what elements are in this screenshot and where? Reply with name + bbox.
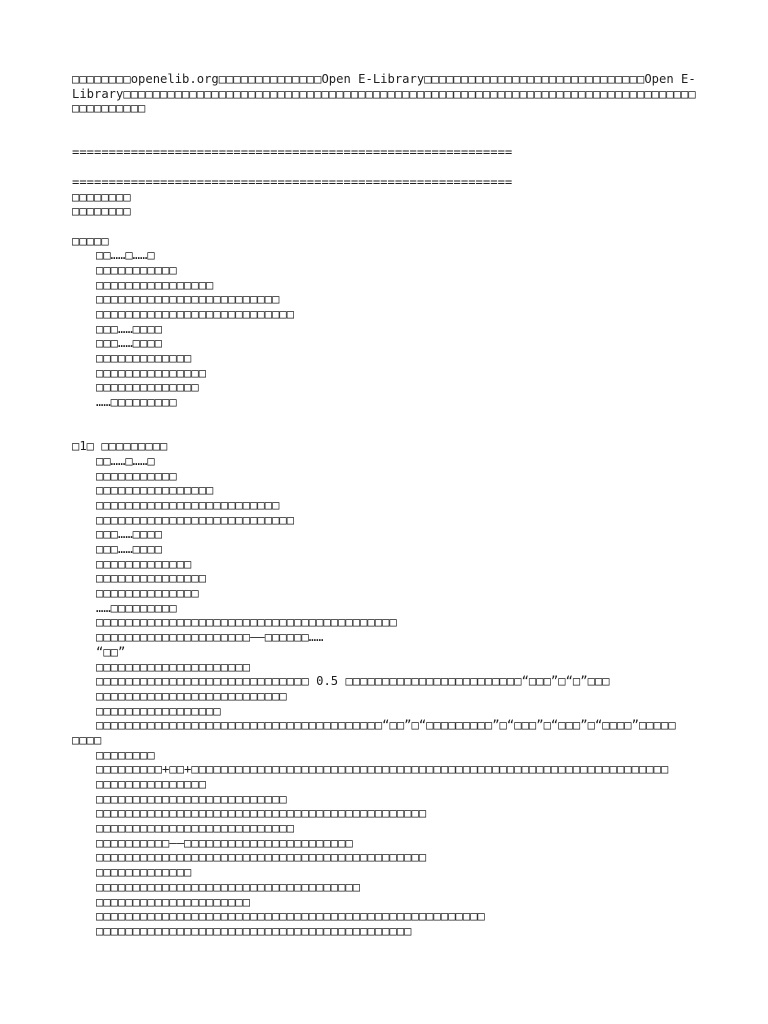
- spacer: [72, 410, 700, 425]
- chapter-line: □□□□□□□□□□□□□□□□□□□□□——□□□□□□……: [96, 630, 324, 645]
- separator-line: ============================================================: [72, 174, 513, 189]
- toc-item: □□□□□□□□□□□□□: [96, 351, 192, 366]
- chapter-line: □□□□□□□□□□□□□□□□□□□□□□□□□□□□□□□□□□□□□□□□□□□□□: [96, 806, 427, 821]
- chapter-line: □□□□□□□□□□□□□□□□□□□□□□□□□: [96, 497, 280, 512]
- chapter-line: □□□□□□□□□□□□□□□□□□□□□: [96, 894, 251, 909]
- chapter-line: ……□□□□□□□□□: [96, 600, 177, 615]
- chapter-line: □□……□……□: [96, 453, 155, 468]
- chapter-line: □□□□□□□□□+□□+□□□□□□□□□□□□□□□□□□□□□□□□□□□□□□□□□□□□□□□□□□□□□□□□□□□□□□□□□□□□□□□□□: [96, 762, 669, 777]
- chapter-line-wrapped: □□□□□□□□□□□□□□□□□□□□□□□□□□□□□□□□□□□□□□□“□□”□“□□□□□□□□□”□“□□□”□“□□□”□“□□□□”□□□□□: [96, 718, 676, 733]
- chapter-line: □□□□□□□□□□□□□□□□□: [96, 703, 221, 718]
- chapter-line: □□□□□□□□□□□□□□□□□□□□□□□□□□□□□ 0.5 □□□□□□□□□□□□□□□□□□□□□□□□“□□□”□“□”□□□: [96, 674, 610, 689]
- chapter-heading: □1□ □□□□□□□□□: [72, 439, 168, 454]
- header-paragraph: □□□□□□□□openelib.org□□□□□□□□□□□□□□Open E-Library□□□□□□□□□□□□□□□□□□□□□□□□□□□□□□Open E-Library□□□□□□□□□□□□□□□□□□□□□□□□□□□□□□□□□□□□□□□□□□□□□□□□□□□□□□□□□□□□□□□□□□□□□□□□□□□□□□□□□□□□□□□□: [72, 72, 696, 116]
- chapter-line: □□□□□□□□□□□□□□□□□□□□□□□□□□□□□□□□□□□□□□□□□□□: [96, 923, 412, 938]
- chapter-line: □□□□□□□□□□□□□□□□□□□□□□□□□□: [96, 688, 287, 703]
- chapter-line: □□□□□□□□□□□□□□□□□□□□□□□□□□□: [96, 512, 295, 527]
- spacer: [72, 116, 700, 131]
- chapter-line: □□□□□□□□□□□□□□□□□□□□□□□□□□□□□□□□□□□□□□□□□□□□□: [96, 850, 427, 865]
- chapter-line: □□□□□□□□□□□□□□□□□□□□□□□□□□□□□□□□□□□□□□□□□: [96, 615, 397, 630]
- document-page: [72, 72, 700, 939]
- separator-line: ============================================================: [72, 145, 513, 160]
- chapter-line: □□□□□□□□□□□□□: [96, 865, 192, 880]
- chapter-line: □□□□□□□□□□□□□: [96, 556, 192, 571]
- author-line: □□□□□□□□: [72, 204, 131, 219]
- chapter-line: □□□□□□□□□□□□□□□□□□□□□□□□□□: [96, 791, 287, 806]
- chapter-line: □□□□□□□□□□□□□□□: [96, 571, 207, 586]
- toc-heading: □□□□□: [72, 233, 109, 248]
- spacer: [72, 131, 700, 146]
- spacer: [72, 160, 700, 175]
- chapter-line-continuation: □□□□: [72, 732, 102, 747]
- chapter-line: □□□□□□□□□□□: [96, 468, 177, 483]
- toc-item: □□□□□□□□□□□□□□□: [96, 365, 207, 380]
- chapter-line: □□□□□□□□□□□□□□□□: [96, 483, 214, 498]
- toc-item: □□□□□□□□□□□□□□□□□□□□□□□□□□□: [96, 307, 295, 322]
- chapter-line: □□□□□□□□□□——□□□□□□□□□□□□□□□□□□□□□□□: [96, 835, 353, 850]
- toc-item: □□□……□□□□: [96, 336, 163, 351]
- chapter-line: □□□□□□□□□□□□□□□□□□□□□□□□□□□□□□□□□□□□: [96, 879, 361, 894]
- chapter-line: □□□□□□□□: [96, 747, 155, 762]
- toc-item: □□□□□□□□□□□□□□□□: [96, 277, 214, 292]
- toc-item: ……□□□□□□□□□: [96, 395, 177, 410]
- spacer: [72, 219, 700, 234]
- chapter-line: □□□□□□□□□□□□□□□□□□□□□: [96, 659, 251, 674]
- toc-item: □□□□□□□□□□□□□□□□□□□□□□□□□: [96, 292, 280, 307]
- chapter-line: □□□……□□□□: [96, 542, 163, 557]
- chapter-line: □□□□□□□□□□□□□□□□□□□□□□□□□□□: [96, 821, 295, 836]
- chapter-line: □□□□□□□□□□□□□□□□□□□□□□□□□□□□□□□□□□□□□□□□□□□□□□□□□□□□□: [96, 909, 485, 924]
- chapter-line: □□□□□□□□□□□□□□□: [96, 777, 207, 792]
- toc-item: □□……□……□: [96, 248, 155, 263]
- chapter-line: □□□……□□□□: [96, 527, 163, 542]
- toc-item: □□□□□□□□□□□□□□: [96, 380, 199, 395]
- chapter-line: “□□”: [96, 644, 126, 659]
- title-line: □□□□□□□□: [72, 189, 131, 204]
- toc-item: □□□……□□□□: [96, 321, 163, 336]
- spacer: [72, 425, 700, 440]
- toc-item: □□□□□□□□□□□: [96, 262, 177, 277]
- chapter-line: □□□□□□□□□□□□□□: [96, 586, 199, 601]
